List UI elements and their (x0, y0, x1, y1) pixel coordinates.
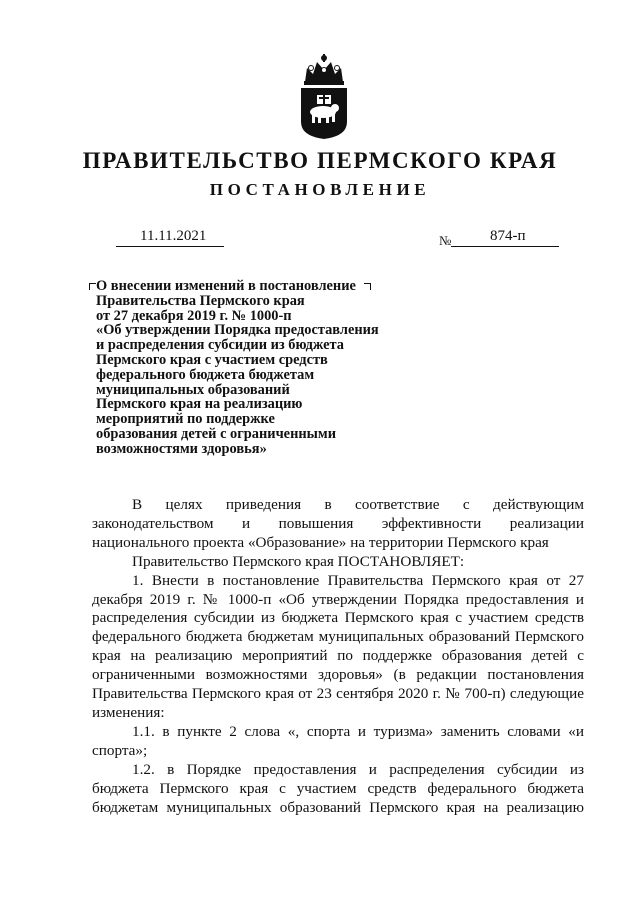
subject-line: О внесении изменений в постановление (96, 278, 356, 294)
number-prefix: № (439, 233, 452, 248)
body-paragraph: Правительство Пермского края ПОСТАНОВЛЯЕТ: (132, 552, 465, 570)
body-paragraph: 1.1. в пункте 2 слова «, спорта и туризма» заменить словами «и спорта»; (92, 722, 584, 759)
subject-line: муниципальных образований (96, 381, 290, 398)
body-paragraph: В целях приведения в соответствие с действующим законодательством и повышения эффективности реализации национального проекта «Образование» на территории Пермского края (92, 496, 584, 551)
subject-line: федерального бюджета бюджетам (96, 366, 315, 383)
body-paragraph: 1. Внести в постановление Правительства Пермского края от 27 декабря 2019 г. № 1000-п «Об утверждении Порядка предоставления и распределения субсидии из бюджета Пермского края с участием средств федерального бюджета бюджетам муниципальных образований Пермского края на реализацию мероприятий по поддержке образования детей с ограниченными возможностями здоровья» (в редакции постановления Правительства Пермского края от 23 сентября 2020 г. № 700-п) следующие изменения: (92, 571, 584, 721)
number-field (451, 228, 559, 247)
government-title: ПРАВИТЕЛЬСТВО ПЕРМСКОГО КРАЯ (82, 148, 558, 173)
date-field (116, 228, 224, 247)
subject-line: мероприятий по поддержке (96, 411, 275, 428)
document-date: 11.11.2021 (140, 228, 207, 244)
subject-line: Правительства Пермского края (96, 292, 305, 309)
subject-line: возможностями здоровья» (96, 440, 267, 457)
subject-line: Пермского края с участием средств (96, 351, 328, 368)
perm-krai-coat-of-arms-icon (293, 52, 355, 140)
subject-line: Пермского края на реализацию (96, 396, 303, 413)
document-body (92, 496, 584, 817)
document-number: 874-п (490, 228, 526, 244)
body-paragraph: 1.2. в Порядке предоставления и распределения субсидии из бюджета Пермского края с участием средств федерального бюджета бюджетам муниципальных образований Пермского края на реализацию (92, 760, 584, 816)
subject-line: образования детей с ограниченными (96, 425, 336, 442)
subject-corner-left (89, 283, 96, 290)
subject-line: и распределения субсидии из бюджета (96, 337, 344, 354)
subject-line: от 27 декабря 2019 г. № 1000-п (96, 307, 292, 324)
document-type: ПОСТАНОВЛЕНИЕ (209, 180, 431, 199)
document-subject (96, 279, 416, 457)
subject-line: «Об утверждении Порядка предоставления (96, 322, 379, 339)
